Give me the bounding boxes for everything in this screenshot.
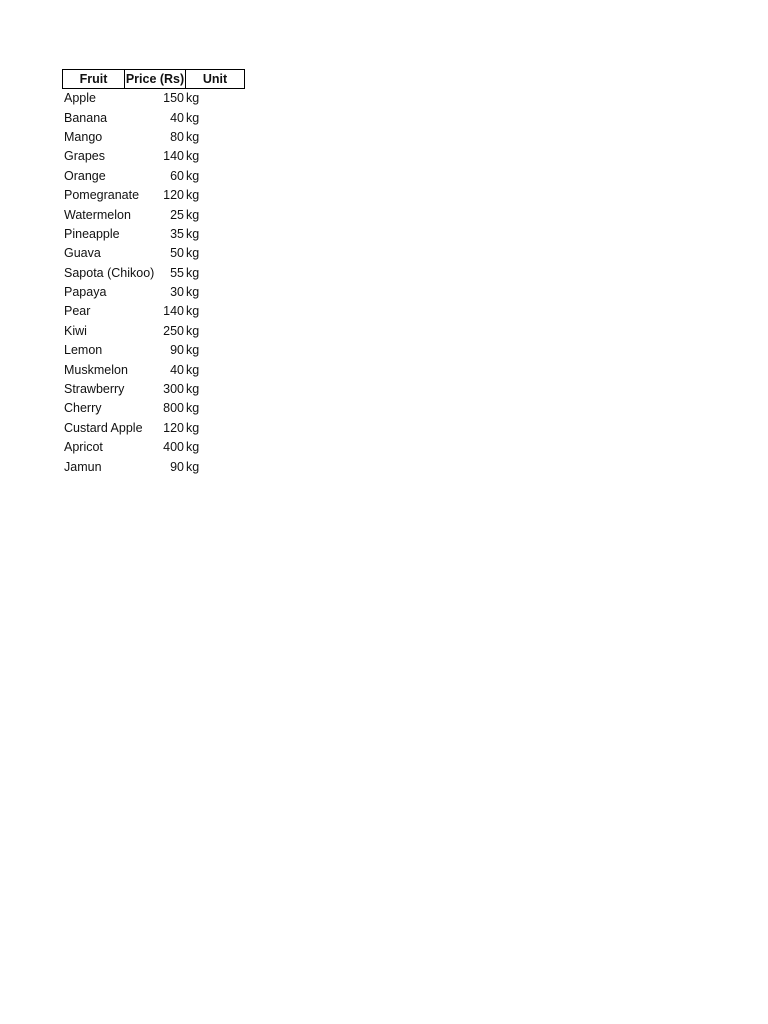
price-cell[interactable]: 400 [163,440,184,455]
fruit-cell[interactable]: Watermelon [64,207,131,222]
fruit-cell[interactable]: Mango [64,129,103,144]
fruit-cell[interactable]: Orange [64,168,106,183]
table-row [62,89,245,108]
fruit-cell[interactable]: Strawberry [64,382,125,397]
price-table [62,69,245,477]
table-row [62,457,245,476]
price-cell[interactable]: 800 [163,401,184,416]
fruit-cell[interactable]: Lemon [64,343,103,358]
unit-cell[interactable]: kg [186,226,200,241]
unit-cell[interactable]: kg [186,401,200,416]
price-cell[interactable]: 120 [163,420,184,435]
price-cell[interactable]: 35 [170,226,184,241]
table-row [62,225,245,244]
price-cell[interactable]: 40 [170,110,184,125]
fruit-cell[interactable]: Pomegranate [64,188,140,203]
unit-cell[interactable]: kg [186,323,200,338]
fruit-cell[interactable]: Cherry [64,401,102,416]
price-cell[interactable]: 40 [170,362,184,377]
table-row [62,147,245,166]
table-row [62,264,245,283]
price-cell[interactable]: 30 [170,285,184,300]
price-cell[interactable]: 140 [163,304,184,319]
unit-cell[interactable]: kg [186,246,200,261]
table-row [62,283,245,302]
table-header-row [62,69,245,89]
table-row [62,322,245,341]
price-cell[interactable]: 25 [170,207,184,222]
fruit-cell[interactable]: Custard Apple [64,420,143,435]
unit-cell[interactable]: kg [186,304,200,319]
unit-cell[interactable]: kg [186,265,200,280]
fruit-cell[interactable]: Apricot [64,440,103,455]
price-cell[interactable]: 150 [163,91,184,106]
fruit-cell[interactable]: Muskmelon [64,362,128,377]
price-cell[interactable]: 90 [170,343,184,358]
unit-cell[interactable]: kg [186,382,200,397]
table-row [62,360,245,379]
price-cell[interactable]: 120 [163,188,184,203]
unit-cell[interactable]: kg [186,149,200,164]
unit-cell[interactable]: kg [186,91,200,106]
unit-cell[interactable]: kg [186,207,200,222]
table-row [62,399,245,418]
fruit-cell[interactable]: Pear [64,304,91,319]
table-row [62,380,245,399]
fruit-cell[interactable]: Kiwi [64,323,87,338]
table-row [62,341,245,360]
fruit-cell[interactable]: Banana [64,110,108,125]
table-body [62,89,245,477]
unit-cell[interactable]: kg [186,285,200,300]
table-row [62,167,245,186]
fruit-cell[interactable]: Jamun [64,459,102,474]
unit-cell[interactable]: kg [186,110,200,125]
price-cell[interactable]: 90 [170,459,184,474]
table-row [62,108,245,127]
price-cell[interactable]: 55 [170,265,184,280]
price-cell[interactable]: 300 [163,382,184,397]
unit-cell[interactable]: kg [186,459,200,474]
price-cell[interactable]: 50 [170,246,184,261]
fruit-cell[interactable]: Apple [64,91,96,106]
table-row [62,302,245,321]
header-fruit[interactable]: Fruit [62,69,124,89]
unit-cell[interactable]: kg [186,440,200,455]
unit-cell[interactable]: kg [186,420,200,435]
fruit-cell[interactable]: Papaya [64,285,107,300]
fruit-cell[interactable]: Sapota (Chikoo) [64,265,155,280]
table-row [62,438,245,457]
price-cell[interactable]: 250 [163,323,184,338]
unit-cell[interactable]: kg [186,343,200,358]
unit-cell[interactable]: kg [186,362,200,377]
fruit-cell[interactable]: Pineapple [64,226,120,241]
table-row [62,186,245,205]
header-unit[interactable]: Unit [185,69,245,89]
header-price[interactable]: Price (Rs) [124,69,185,89]
price-cell[interactable]: 60 [170,168,184,183]
price-cell[interactable]: 140 [163,149,184,164]
fruit-cell[interactable]: Grapes [64,149,105,164]
unit-cell[interactable]: kg [186,168,200,183]
table-row [62,244,245,263]
price-cell[interactable]: 80 [170,129,184,144]
unit-cell[interactable]: kg [186,129,200,144]
table-row [62,205,245,224]
table-row [62,419,245,438]
fruit-cell[interactable]: Guava [64,246,101,261]
table-row [62,128,245,147]
unit-cell[interactable]: kg [186,188,200,203]
